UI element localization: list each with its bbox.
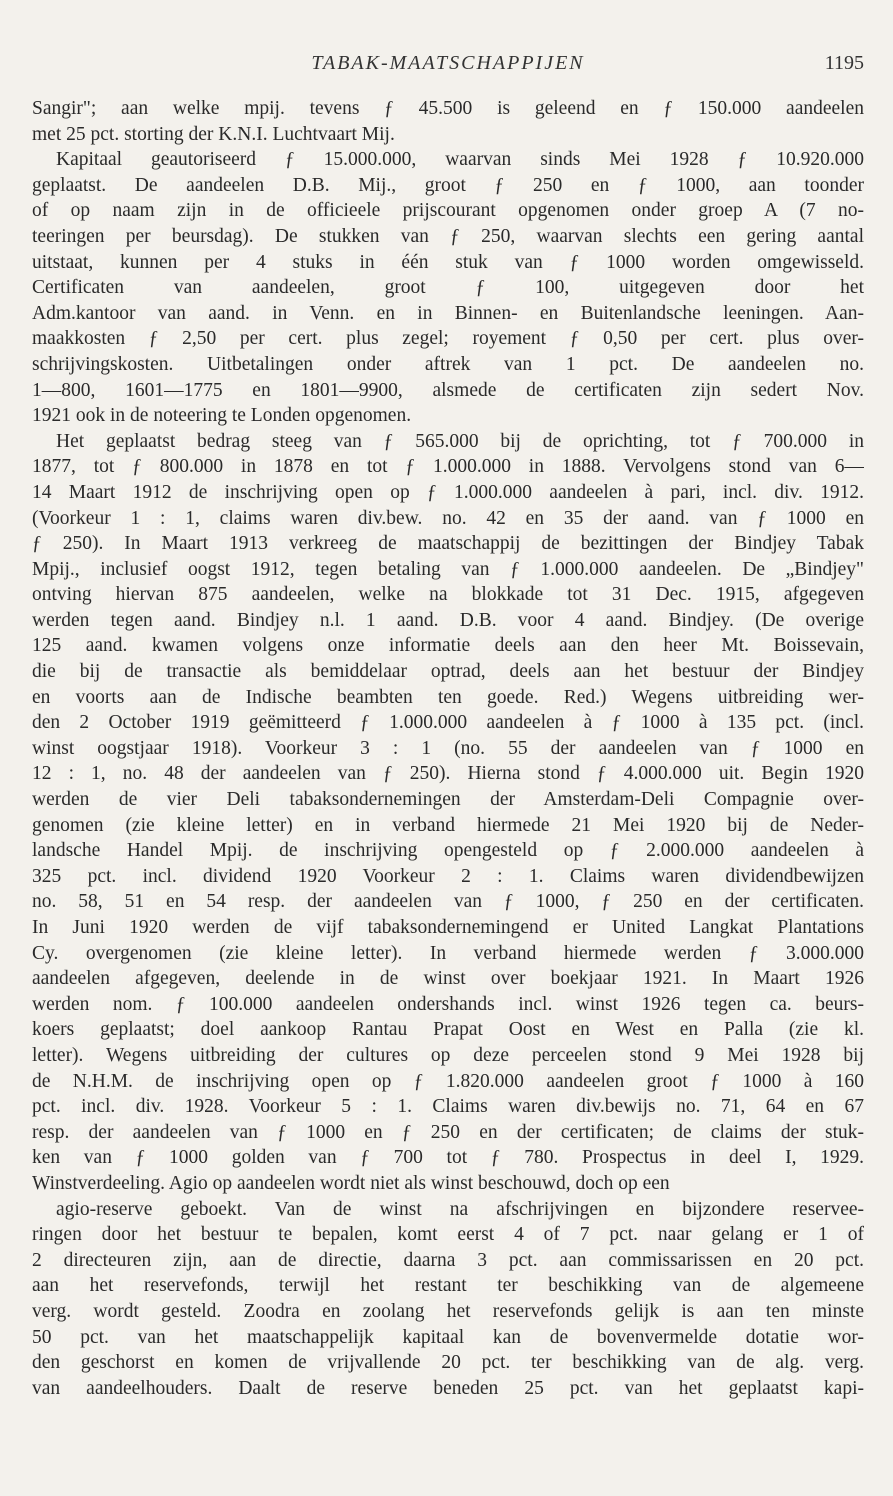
- text-line: ringen door het bestuur te bepalen, komt eerst 4 of 7 pct. naar gelang er 1 of: [32, 1224, 864, 1246]
- text-line: Adm.kantoor van aand. in Venn. en in Binnen- en Buitenlandsche leeningen. Aan-: [32, 302, 864, 324]
- text-line: 1921 ook in de noteering te Londen opgenomen.: [32, 405, 412, 427]
- text-line: Het geplaatst bedrag steeg van ƒ 565.000 bij de oprichting, tot ƒ 700.000 in: [56, 430, 864, 452]
- text-line: maakkosten ƒ 2,50 per cert. plus zegel; royement ƒ 0,50 per cert. plus over-: [32, 328, 864, 350]
- text-line: met 25 pct. storting der K.N.I. Luchtvaart Mij.: [32, 123, 395, 145]
- text-line: no. 58, 51 en 54 resp. der aandeelen van ƒ 1000, ƒ 250 en der certificaten.: [32, 891, 864, 913]
- text-line: 1877, tot ƒ 800.000 in 1878 en tot ƒ 1.000.000 in 1888. Vervolgens stond van 6—: [32, 456, 864, 478]
- text-line: letter). Wegens uitbreiding der cultures op deze perceelen stond 9 Mei 1928 bij: [32, 1044, 864, 1066]
- text-line: van aandeelhouders. Daalt de reserve beneden 25 pct. van het geplaatst kapi-: [32, 1377, 864, 1399]
- page-header: [32, 52, 864, 84]
- text-line: Cy. overgenomen (zie kleine letter). In verband hiermede werden ƒ 3.000.000: [32, 942, 864, 964]
- text-line: 1—800, 1601—1775 en 1801—9900, alsmede de certificaten zijn sedert Nov.: [32, 379, 864, 401]
- text-line: teeringen per beursdag). De stukken van ƒ 250, waarvan slechts een gering aantal: [32, 225, 864, 247]
- text-line: 50 pct. van het maatschappelijk kapitaal kan de bovenvermelde dotatie wor-: [32, 1326, 864, 1348]
- text-line: In Juni 1920 werden de vijf tabaksondernemingend er United Langkat Plantations: [32, 917, 864, 938]
- text-line: ƒ 250). In Maart 1913 verkreeg de maatschappij de bezittingen der Bindjey Tabak: [32, 533, 864, 555]
- text-line: of op naam zijn in de officieele prijscourant opgenomen onder groep A (7 no-: [32, 200, 864, 222]
- text-line: Kapitaal geautoriseerd ƒ 15.000.000, waarvan sinds Mei 1928 ƒ 10.920.000: [56, 149, 864, 171]
- text-line: werden tegen aand. Bindjey n.l. 1 aand. D.B. voor 4 aand. Bindjey. (De overige: [32, 609, 864, 631]
- text-line: landsche Handel Mpij. de inschrijving opengesteld op ƒ 2.000.000 aandeelen à: [32, 840, 864, 862]
- text-line: 125 aand. kwamen volgens onze informatie deels aan den heer Mt. Boissevain,: [32, 635, 864, 657]
- text-line: verg. wordt gesteld. Zoodra en zoolang het reservefonds gelijk is aan ten minste: [32, 1300, 864, 1322]
- text-line: schrijvingskosten. Uitbetalingen onder aftrek van 1 pct. De aandeelen no.: [32, 353, 864, 375]
- text-line: resp. der aandeelen van ƒ 1000 en ƒ 250 en der certificaten; de claims der stuk-: [32, 1121, 864, 1143]
- text-line: aan het reservefonds, terwijl het restant ter beschikking van de algemeene: [32, 1275, 864, 1297]
- text-line: geplaatst. De aandeelen D.B. Mij., groot ƒ 250 en ƒ 1000, aan toonder: [32, 174, 864, 196]
- text-line: en voorts aan de Indische beambten ten goede. Red.) Wegens uitbreiding wer-: [32, 686, 864, 708]
- text-line: (Voorkeur 1 : 1, claims waren div.bew. no. 42 en 35 der aand. van ƒ 1000 en: [32, 507, 864, 529]
- text-line: de N.H.M. de inschrijving open op ƒ 1.820.000 aandeelen groot ƒ 1000 à 160: [32, 1070, 864, 1092]
- text-line: aandeelen afgegeven, deelende in de winst over boekjaar 1921. In Maart 1926: [32, 968, 864, 990]
- text-line: Mpij., inclusief oogst 1912, tegen betaling van ƒ 1.000.000 aandeelen. De „Bindjey": [32, 558, 864, 580]
- text-line: 2 directeuren zijn, aan de directie, daarna 3 pct. aan commissarissen en 20 pct.: [32, 1249, 864, 1271]
- body-text: [32, 96, 864, 1401]
- text-line: 14 Maart 1912 de inschrijving open op ƒ 1.000.000 aandeelen à pari, incl. div. 1912.: [32, 481, 864, 503]
- text-line: agio-reserve geboekt. Van de winst na afschrijvingen en bijzondere reservee-: [56, 1198, 864, 1220]
- text-line: Certificaten van aandeelen, groot ƒ 100, uitgegeven door het: [32, 277, 864, 299]
- text-line: Winstverdeeling. Agio op aandeelen wordt niet als winst beschouwd, doch op een: [32, 1172, 670, 1194]
- text-line: den 2 October 1919 geëmitteerd ƒ 1.000.000 aandeelen à ƒ 1000 à 135 pct. (incl.: [32, 712, 864, 734]
- text-line: 325 pct. incl. dividend 1920 Voorkeur 2 : 1. Claims waren dividendbewijzen: [32, 865, 864, 887]
- text-line: werden de vier Deli tabaksondernemingen der Amsterdam-Deli Compagnie over-: [32, 789, 864, 811]
- text-line: ontving hiervan 875 aandeelen, welke na blokkade tot 31 Dec. 1915, afgegeven: [32, 584, 864, 606]
- text-line: genomen (zie kleine letter) en in verband hiermede 21 Mei 1920 bij de Neder-: [32, 814, 864, 836]
- text-line: pct. incl. div. 1928. Voorkeur 5 : 1. Claims waren div.bewijs no. 71, 64 en 67: [32, 1096, 864, 1118]
- text-line: werden nom. ƒ 100.000 aandeelen ondershands incl. winst 1926 tegen ca. beurs-: [32, 993, 864, 1015]
- text-line: die bij de transactie als bemiddelaar optrad, deels aan het bestuur der Bindjey: [32, 661, 864, 683]
- text-line: uitstaat, kunnen per 4 stuks in één stuk van ƒ 1000 worden omgewisseld.: [32, 251, 864, 273]
- running-title: TABAK-MAATSCHAPPIJEN: [311, 52, 585, 74]
- text-line: Sangir"; aan welke mpij. tevens ƒ 45.500 is geleend en ƒ 150.000 aandeelen: [32, 98, 864, 119]
- text-line: ken van ƒ 1000 golden van ƒ 700 tot ƒ 780. Prospectus in deel I, 1929.: [32, 1147, 864, 1169]
- page-number: 1195: [824, 52, 864, 74]
- text-line: den geschorst en komen de vrijvallende 20 pct. ter beschikking van de alg. verg.: [32, 1352, 864, 1374]
- text-line: koers geplaatst; doel aankoop Rantau Prapat Oost en West en Palla (zie kl.: [32, 1019, 864, 1041]
- text-line: 12 : 1, no. 48 der aandeelen van ƒ 250). Hierna stond ƒ 4.000.000 uit. Begin 1920: [32, 763, 864, 785]
- text-line: winst oogstjaar 1918). Voorkeur 3 : 1 (no. 55 der aandeelen van ƒ 1000 en: [32, 737, 864, 759]
